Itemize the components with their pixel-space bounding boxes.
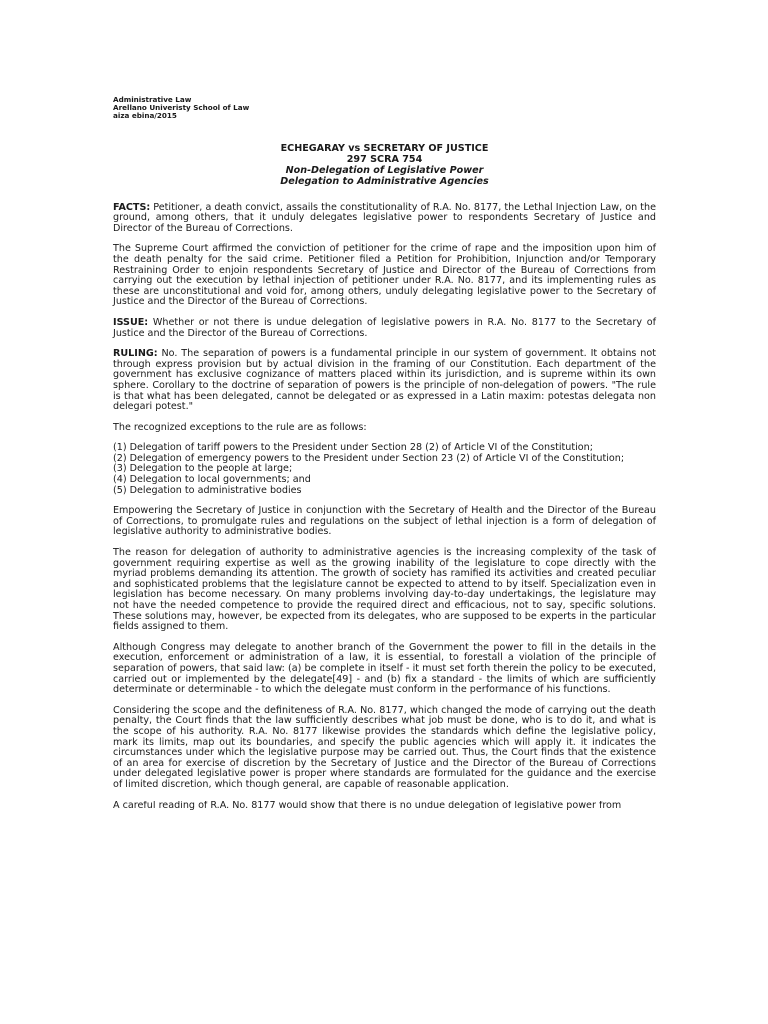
ruling-text: No. The separation of powers is a fundamental principle in our system of government. It obtains not through express provision but by actual division in the framing of our Constitution. Each department of the government has exclusive cognizance of matters placed within its jurisdiction, and is supreme within its own sphere. Corollary to the doctrine of separation of powers is the principle of non-delegation of powers. "The rule is that what has been delegated, cannot be delegated or as expressed in a Latin maxim: potestas delegata non delegari potest." [113,348,656,413]
ruling-label: RULING: [113,348,158,360]
case-topic: Non-Delegation of Legislative Power [285,164,484,176]
list-item: (1) Delegation of tariff powers to the President under Section 28 (2) of Article VI of the Constitution; [113,442,593,454]
issue-paragraph [113,318,656,339]
case-citation: 297 SCRA 754 [346,153,423,165]
body-paragraph: The reason for delegation of authority to administrative agencies is the increasing complexity of the task of government requiring expertise as well as the growing inability of the legislature to cope directly with the myriad problems demanding its attention. The growth of society has ramified its activities and created peculiar and sophisticated problems that the legislature cannot be expected to attend to by itself. Specialization even in legislation has become necessary. On many problems involving day-to-day undertakings, the legislature may not have the needed competence to provide the required direct and efficacious, not to say, specific solutions. These solutions may, however, be expected from its delegates, who are supposed to be experts in the particular fields assigned to them. [113,547,656,633]
issue-label: ISSUE: [113,316,149,328]
body-paragraph: Although Congress may delegate to another branch of the Government the power to fill in the details in the execution, enforcement or administration of a law, it is essential, to forestall a violation of the principle of separation of powers, that said law: (a) be complete in itself - it must set forth therein the policy to be executed, carried out or implemented by the delegate[49] - and (b) fix a standard - the limits of which are sufficiently determinate or determinable - to which the delegate must conform in the performance of his functions. [113,641,656,696]
list-item: (2) Delegation of emergency powers to the President under Section 23 (2) of Article VI of the Constitution; [113,452,625,464]
ruling-paragraph [113,349,656,413]
list-item: (3) Delegation to the people at large; [113,463,293,475]
body-paragraph: Empowering the Secretary of Justice in conjunction with the Secretary of Health and the Director of the Bureau of Corrections, to promulgate rules and regulations on the subject of lethal injection is a form of delegation of legislative authority to administrative bodies. [113,505,656,538]
body-paragraph: Considering the scope and the definiteness of R.A. No. 8177, which changed the mode of carrying out the death penalty, the Court finds that the law sufficiently describes what job must be done, who is to do it, and what is the scope of his authority. R.A. No. 8177 likewise provides the standards which define the legislative policy, mark its limits, map out its boundaries, and specify the public agencies which will apply it. it indicates the circumstances under which the legislative purpose may be carried out. Thus, the Court finds that the existence of an area for exercise of discretion by the Secretary of Justice and the Director of the Bureau of Corrections under delegated legislative power is proper where standards are formulated for the guidance and the exercise of limited discretion, which though general, are capable of reasonable application. [113,704,656,790]
case-title-block [113,143,656,187]
case-subtopic: Delegation to Administrative Agencies [280,175,489,187]
case-title: ECHEGARAY vs SECRETARY OF JUSTICE [280,142,489,154]
exceptions-list [113,443,656,496]
course-name: Administrative Law [113,95,192,104]
exceptions-intro: The recognized exceptions to the rule are as follows: [113,421,367,433]
author-year: aiza ebina/2015 [113,111,177,121]
background-paragraph: The Supreme Court affirmed the conviction of petitioner for the crime of rape and the imposition upon him of the death penalty for the said crime. Petitioner filed a Petition for Prohibition, Injunction and/or Temporary Restraining Order to enjoin respondents Secretary of Justice and Director of the Bureau of Corrections from carrying out the execution by lethal injection of petitioner under R.A. No. 8177, and its implementing rules as these are unconstitutional and void for, among others, unduly delegating legislative power to the Secretary of Justice and the Director of the Bureau of Corrections. [113,243,656,308]
issue-text: Whether or not there is undue delegation of legislative powers in R.A. No. 8177 to the Secretary of Justice and the Director of the Bureau of Corrections. [113,316,656,339]
list-item: (5) Delegation to administrative bodies [113,484,302,496]
body-paragraph-truncated: A careful reading of R.A. No. 8177 would show that there is no undue delegation of legislative power from [113,800,622,811]
facts-text: Petitioner, a death convict, assails the constitutionality of R.A. No. 8177, the Lethal Injection Law, on the ground, among others, that it unduly delegates legislative power to respondents Secretary of Justice and Director of the Bureau of Corrections. [113,201,656,234]
document-page [113,96,656,821]
facts-label: FACTS: [113,201,151,213]
facts-paragraph [113,203,656,235]
list-item: (4) Delegation to local governments; and [113,474,311,486]
school-name: Arellano Univeristy School of Law [113,103,250,113]
document-header [113,96,656,121]
